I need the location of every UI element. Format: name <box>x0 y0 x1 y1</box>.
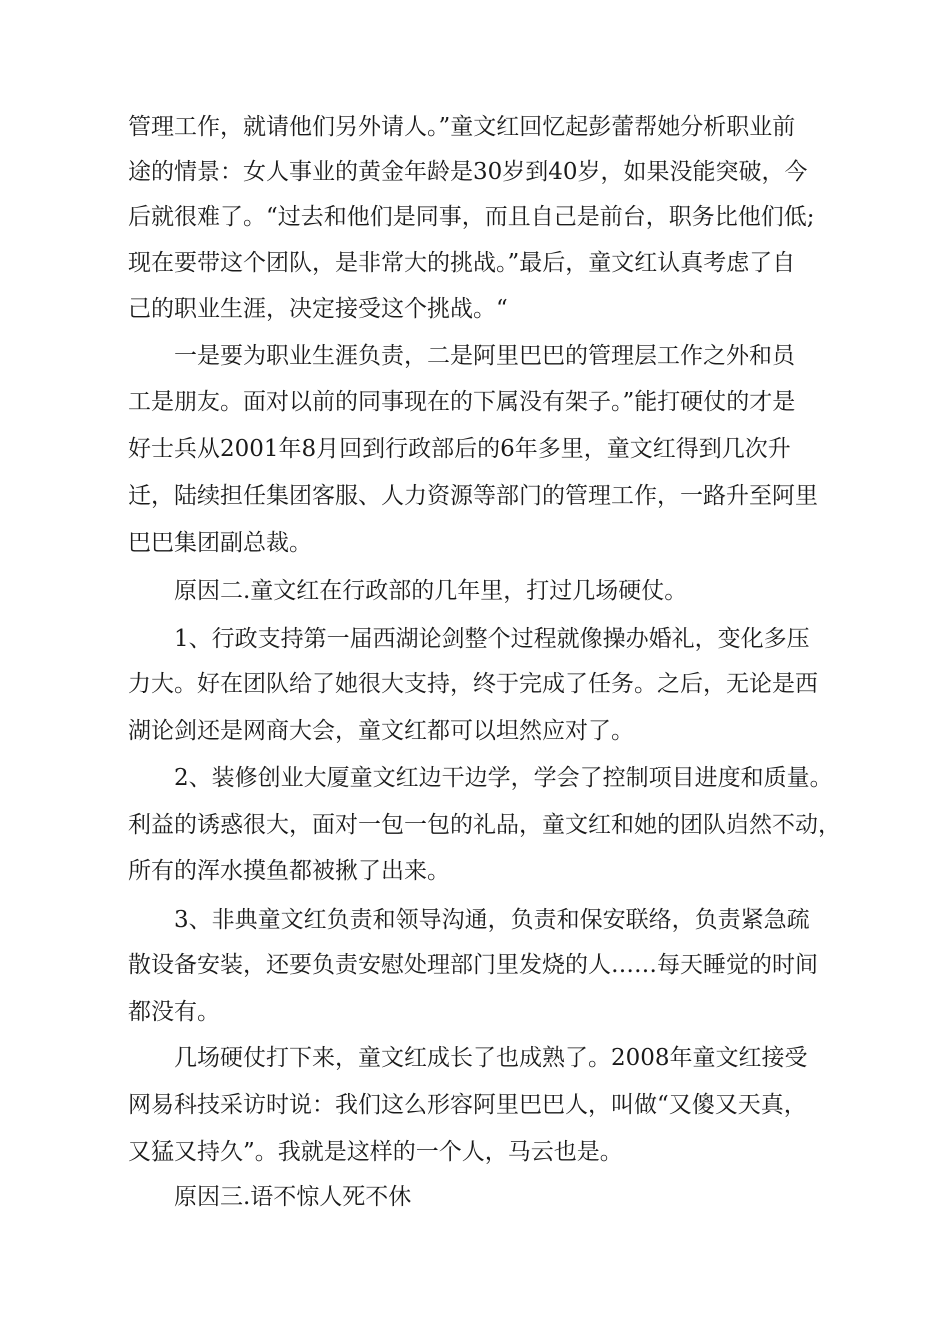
section-heading: 原因二.童文红在行政部的几年里，打过几场硬仗。 <box>174 578 688 604</box>
text-line: 己的职业生涯，决定接受这个挑战。“ <box>128 296 508 322</box>
text-line: 散设备安装，还要负责安慰处理部门里发烧的人……每天睡觉的时间 <box>128 952 818 978</box>
text-line: 湖论剑还是网商大会，童文红都可以坦然应对了。 <box>128 718 634 744</box>
text-line: 一是要为职业生涯负责，二是阿里巴巴的管理层工作之外和员 <box>174 343 795 369</box>
text-line: 都没有。 <box>128 999 220 1025</box>
text-line: 好士兵从2001年8月回到行政部后的6年多里，童文红得到几次升 <box>128 436 791 462</box>
text-line: 管理工作，就请他们另外请人。”童文红回忆起彭蕾帮她分析职业前 <box>128 114 796 140</box>
text-line: 迁，陆续担任集团客服、人力资源等部门的管理工作，一路升至阿里 <box>128 483 818 509</box>
text-line: 利益的诱惑很大，面对一包一包的礼品，童文红和她的团队岿然不动， <box>128 812 841 838</box>
text-line: 所有的浑水摸鱼都被揪了出来。 <box>128 858 450 884</box>
text-line: 几场硬仗打下来，童文红成长了也成熟了。2008年童文红接受 <box>174 1045 808 1071</box>
text-line: 途的情景：女人事业的黄金年龄是30岁到40岁，如果没能突破，今 <box>128 159 808 185</box>
text-line: 后就很难了。“过去和他们是同事，而且自己是前台，职务比他们低; <box>128 204 815 230</box>
text-line: 3、非典童文红负责和领导沟通，负责和保安联络，负责紧急疏 <box>174 907 810 933</box>
text-line: 2、装修创业大厦童文红边干边学，学会了控制项目进度和质量。 <box>174 765 833 791</box>
section-heading: 原因三.语不惊人死不休 <box>174 1184 412 1210</box>
text-line: 又猛又持久”。我就是这样的一个人，马云也是。 <box>128 1139 623 1165</box>
text-line: 1、行政支持第一届西湖论剑整个过程就像操办婚礼，变化多压 <box>174 626 810 652</box>
text-line: 网易科技采访时说：我们这么形容阿里巴巴人，叫做“又傻又天真， <box>128 1092 807 1118</box>
text-line: 力大。好在团队给了她很大支持，终于完成了任务。之后，无论是西 <box>128 671 818 697</box>
text-line: 现在要带这个团队，是非常大的挑战。”最后，童文红认真考虑了自 <box>128 250 796 276</box>
text-line: 巴巴集团副总裁。 <box>128 530 312 556</box>
text-line: 工是朋友。面对以前的同事现在的下属没有架子。”能打硬仗的才是 <box>128 389 796 415</box>
